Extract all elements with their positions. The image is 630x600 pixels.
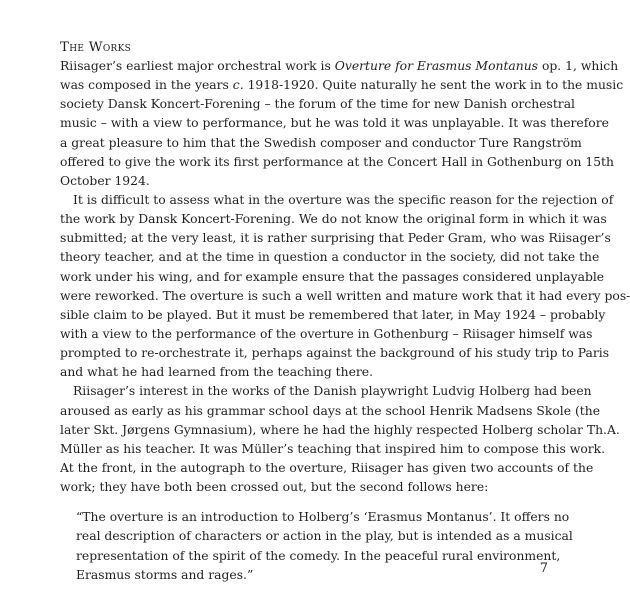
circa-abbrev: c.	[232, 78, 244, 93]
text-line: At the front, in the autograph to the overture, Riisager has given two accounts of the	[60, 460, 594, 475]
text-line: Müller as his teacher. It was Müller’s teaching that inspired him to compose this work.	[60, 441, 606, 456]
text-line: a great pleasure to him that the Swedish composer and conductor Ture Rangström	[60, 135, 582, 150]
text-line: October 1924.	[60, 173, 150, 188]
text-line: society Dansk Koncert-Forening – the forum of the time for new Danish orchestral	[60, 97, 576, 112]
text-line: later Skt. Jørgens Gymnasium), where he had the highly respected Holberg scholar Th.A.	[60, 422, 620, 437]
text-line: prompted to re-orchestrate it, perhaps against the background of his study trip to Paris	[60, 346, 610, 361]
spacer	[60, 497, 570, 508]
paragraph-1	[60, 57, 624, 191]
quote-line: “The overture is an introduction to Holberg’s ‘Erasmus Montanus’. It offers no	[76, 510, 570, 525]
text-line: offered to give the work its first performance at the Concert Hall in Gothenburg on 15th	[60, 154, 614, 169]
text-line: and what he had learned from the teaching there.	[60, 365, 374, 380]
block-quote	[60, 508, 573, 585]
quote-line: real description of characters or action in the play, but is intended as a musical	[76, 529, 573, 544]
body-text	[60, 57, 630, 585]
paragraph-2	[60, 191, 630, 382]
text-line: It is difficult to assess what in the overture was the specific reason for the rejection of	[73, 192, 614, 207]
text-line: work; they have both been crossed out, but the second follows here:	[60, 480, 489, 495]
text-line: aroused as early as his grammar school days at the school Henrik Madsens Skole (the	[60, 403, 600, 418]
text-line: were reworked. The overture is such a well written and mature work that it had every pos-	[60, 288, 630, 303]
text-line: the work by Dansk Koncert-Forening. We do not know the original form in which it was	[60, 212, 607, 227]
text-line: with a view to the performance of the overture in Gothenburg – Riisager himself was	[60, 326, 593, 341]
text-line: was composed in the years c. 1918-1920. Quite naturally he sent the work in to the music	[60, 78, 624, 93]
quote-line: representation of the spirit of the comedy. In the peaceful rural environment,	[76, 548, 561, 563]
work-title: Overture for Erasmus Montanus	[334, 59, 539, 73]
section-title: The Works	[60, 40, 132, 55]
text-line: Riisager’s earliest major orchestral work is Overture for Erasmus Montanus op. 1, which	[60, 59, 619, 73]
text-line: Riisager’s interest in the works of the Danish playwright Ludvig Holberg had been	[73, 384, 592, 399]
text-line: theory teacher, and at the time in question a conductor in the society, did not take the	[60, 250, 600, 265]
text-line: submitted; at the very least, it is rather surprising that Peder Gram, who was Riisager’s	[60, 231, 611, 246]
text-line: music – with a view to performance, but he was told it was unplayable. It was therefore	[60, 116, 609, 131]
quote-line: Erasmus storms and rages.”	[76, 567, 254, 582]
text-line: sible claim to be played. But it must be remembered that later, in May 1924 – probably	[60, 307, 606, 322]
paragraph-3	[60, 382, 620, 497]
page-number: 7	[539, 561, 548, 576]
text-line: work under his wing, and for example ensure that the passages considered unplayable	[60, 269, 605, 284]
